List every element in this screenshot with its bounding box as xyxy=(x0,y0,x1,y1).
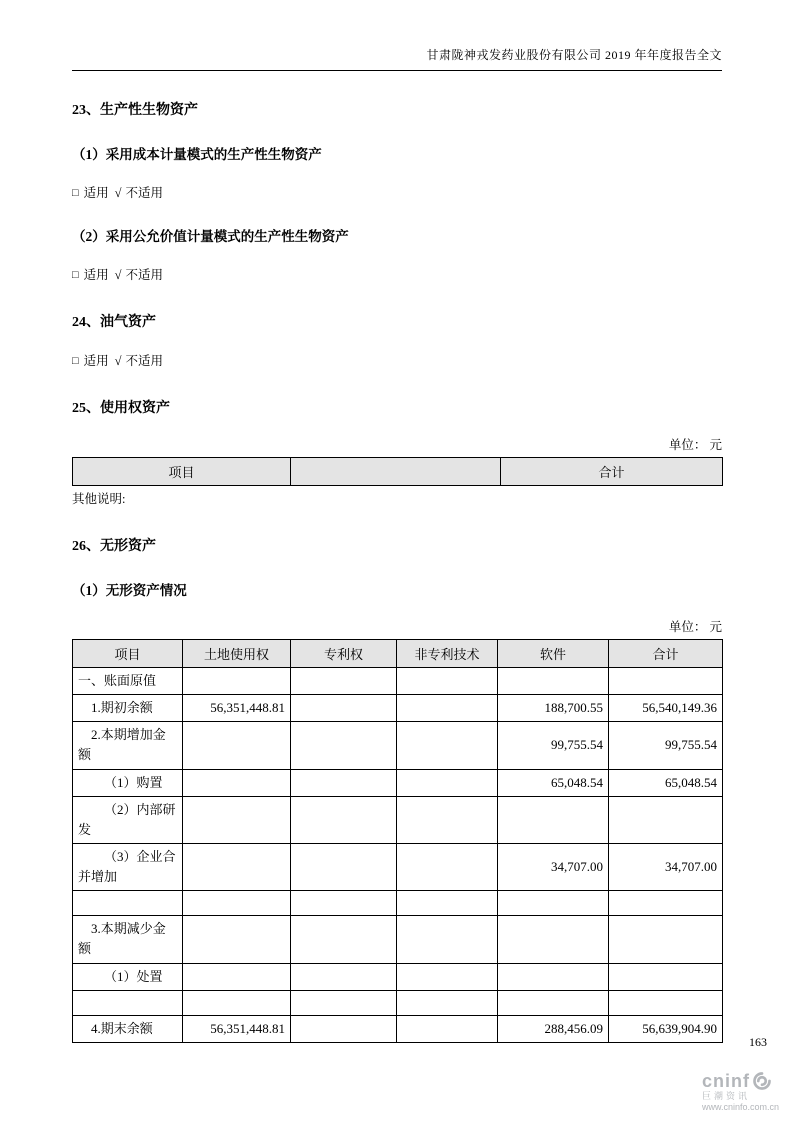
column-header: 项目 xyxy=(73,458,291,486)
table-body xyxy=(73,668,723,1043)
amount-cell xyxy=(183,963,291,990)
amount-cell xyxy=(397,891,498,916)
amount-cell xyxy=(291,769,397,796)
table-row xyxy=(73,695,723,722)
amount-cell: 65,048.54 xyxy=(498,769,609,796)
checkbox-icon: □ xyxy=(72,355,79,367)
checkbox-icon: □ xyxy=(72,187,79,199)
amount-cell xyxy=(183,916,291,963)
check-mark-icon: √ xyxy=(114,354,122,368)
table-row xyxy=(73,990,723,1015)
table-head xyxy=(73,640,723,668)
amount-cell xyxy=(397,843,498,890)
amount-cell: 99,755.54 xyxy=(609,722,723,769)
amount-cell: 56,351,448.81 xyxy=(183,1015,291,1042)
amount-cell xyxy=(397,769,498,796)
column-header: 项目 xyxy=(73,640,183,668)
intangible-assets-table xyxy=(72,639,723,1043)
page-number: 163 xyxy=(749,1035,767,1049)
amount-cell xyxy=(609,916,723,963)
column-header: 软件 xyxy=(498,640,609,668)
amount-cell xyxy=(609,990,723,1015)
right-of-use-assets-table xyxy=(72,457,723,486)
amount-cell xyxy=(609,891,723,916)
amount-cell xyxy=(183,769,291,796)
applicable-label: 适用 xyxy=(83,354,109,368)
amount-cell: 99,755.54 xyxy=(498,722,609,769)
not-applicable-label: 不适用 xyxy=(125,354,164,368)
amount-cell xyxy=(397,722,498,769)
amount-cell xyxy=(183,990,291,1015)
section-23-title: 23、生产性生物资产 xyxy=(72,103,198,118)
amount-cell xyxy=(183,668,291,695)
cninfo-brand-text: cninf xyxy=(701,1070,750,1091)
amount-cell xyxy=(397,695,498,722)
amount-cell xyxy=(291,963,397,990)
table-row xyxy=(73,769,723,796)
amount-cell: 288,456.09 xyxy=(498,1015,609,1042)
amount-cell xyxy=(498,990,609,1015)
amount-cell xyxy=(183,722,291,769)
amount-cell xyxy=(498,963,609,990)
amount-cell: 65,048.54 xyxy=(609,769,723,796)
row-label-cell xyxy=(73,990,183,1015)
amount-cell xyxy=(183,796,291,843)
table-header-row xyxy=(73,640,723,668)
applicability-statement xyxy=(72,183,722,201)
unit-label: 单位： 元 xyxy=(668,620,722,634)
table-row xyxy=(73,722,723,769)
amount-cell xyxy=(609,963,723,990)
applicability-statement xyxy=(72,351,722,369)
column-header xyxy=(291,458,501,486)
table-row xyxy=(73,891,723,916)
column-header: 专利权 xyxy=(291,640,397,668)
table-row xyxy=(73,1015,723,1042)
amount-cell xyxy=(397,1015,498,1042)
section-23-1-title: （1）采用成本计量模式的生产性生物资产 xyxy=(72,147,322,162)
cninfo-logo xyxy=(702,1071,779,1092)
amount-cell xyxy=(609,796,723,843)
amount-cell xyxy=(498,916,609,963)
amount-cell xyxy=(498,796,609,843)
amount-cell xyxy=(291,843,397,890)
amount-cell xyxy=(609,668,723,695)
section-26-1-title: （1）无形资产情况 xyxy=(72,583,187,598)
cninfo-swirl-icon xyxy=(752,1071,772,1091)
amount-cell: 56,351,448.81 xyxy=(183,695,291,722)
applicable-label: 适用 xyxy=(83,186,109,200)
row-label-cell: （1）处置 xyxy=(73,963,183,990)
row-label-cell: （3）企业合并增加 xyxy=(73,843,183,890)
amount-cell xyxy=(291,916,397,963)
amount-cell xyxy=(291,722,397,769)
table-row xyxy=(73,668,723,695)
check-mark-icon: √ xyxy=(114,186,122,200)
section-25-title: 25、使用权资产 xyxy=(72,401,170,416)
row-label-cell: 一、账面原值 xyxy=(73,668,183,695)
not-applicable-label: 不适用 xyxy=(125,186,164,200)
table-row xyxy=(73,843,723,890)
checkbox-icon: □ xyxy=(72,269,79,281)
column-header: 合计 xyxy=(609,640,723,668)
column-header: 合计 xyxy=(501,458,723,486)
table-header-row xyxy=(73,458,723,486)
cninfo-url-text: www.cninfo.com.cn xyxy=(701,1101,779,1112)
check-mark-icon: √ xyxy=(114,268,122,282)
column-header: 土地使用权 xyxy=(183,640,291,668)
amount-cell xyxy=(291,1015,397,1042)
not-applicable-label: 不适用 xyxy=(125,268,164,282)
row-label-cell: 4.期末余额 xyxy=(73,1015,183,1042)
column-header: 非专利技术 xyxy=(397,640,498,668)
amount-cell: 56,639,904.90 xyxy=(609,1015,723,1042)
amount-cell xyxy=(291,990,397,1015)
row-label-cell: （2）内部研发 xyxy=(73,796,183,843)
amount-cell xyxy=(183,891,291,916)
amount-cell xyxy=(397,990,498,1015)
amount-cell xyxy=(397,668,498,695)
other-note: 其他说明: xyxy=(72,492,126,506)
amount-cell xyxy=(397,796,498,843)
applicable-label: 适用 xyxy=(83,268,109,282)
row-label-cell: 3.本期减少金额 xyxy=(73,916,183,963)
amount-cell: 34,707.00 xyxy=(609,843,723,890)
amount-cell xyxy=(291,891,397,916)
amount-cell xyxy=(291,695,397,722)
page-header xyxy=(72,46,722,71)
amount-cell xyxy=(291,668,397,695)
applicability-statement xyxy=(72,265,722,283)
table-row xyxy=(73,963,723,990)
amount-cell xyxy=(397,963,498,990)
section-24-title: 24、油气资产 xyxy=(72,315,156,330)
table-head xyxy=(73,458,723,486)
amount-cell xyxy=(498,668,609,695)
cninfo-name-text: 巨潮资讯 xyxy=(701,1091,750,1102)
row-label-cell xyxy=(73,891,183,916)
table-row xyxy=(73,916,723,963)
unit-label: 单位： 元 xyxy=(668,438,722,452)
row-label-cell: 1.期初余额 xyxy=(73,695,183,722)
amount-cell: 56,540,149.36 xyxy=(609,695,723,722)
cninfo-watermark xyxy=(702,1071,779,1112)
amount-cell xyxy=(183,843,291,890)
amount-cell xyxy=(498,891,609,916)
amount-cell xyxy=(397,916,498,963)
amount-cell xyxy=(291,796,397,843)
table-row xyxy=(73,796,723,843)
section-26-title: 26、无形资产 xyxy=(72,539,156,554)
report-title: 甘肃陇神戎发药业股份有限公司 2019 年年度报告全文 xyxy=(426,48,722,62)
section-23-2-title: （2）采用公允价值计量模式的生产性生物资产 xyxy=(72,229,349,244)
amount-cell: 188,700.55 xyxy=(498,695,609,722)
amount-cell: 34,707.00 xyxy=(498,843,609,890)
row-label-cell: 2.本期增加金额 xyxy=(73,722,183,769)
row-label-cell: （1）购置 xyxy=(73,769,183,796)
